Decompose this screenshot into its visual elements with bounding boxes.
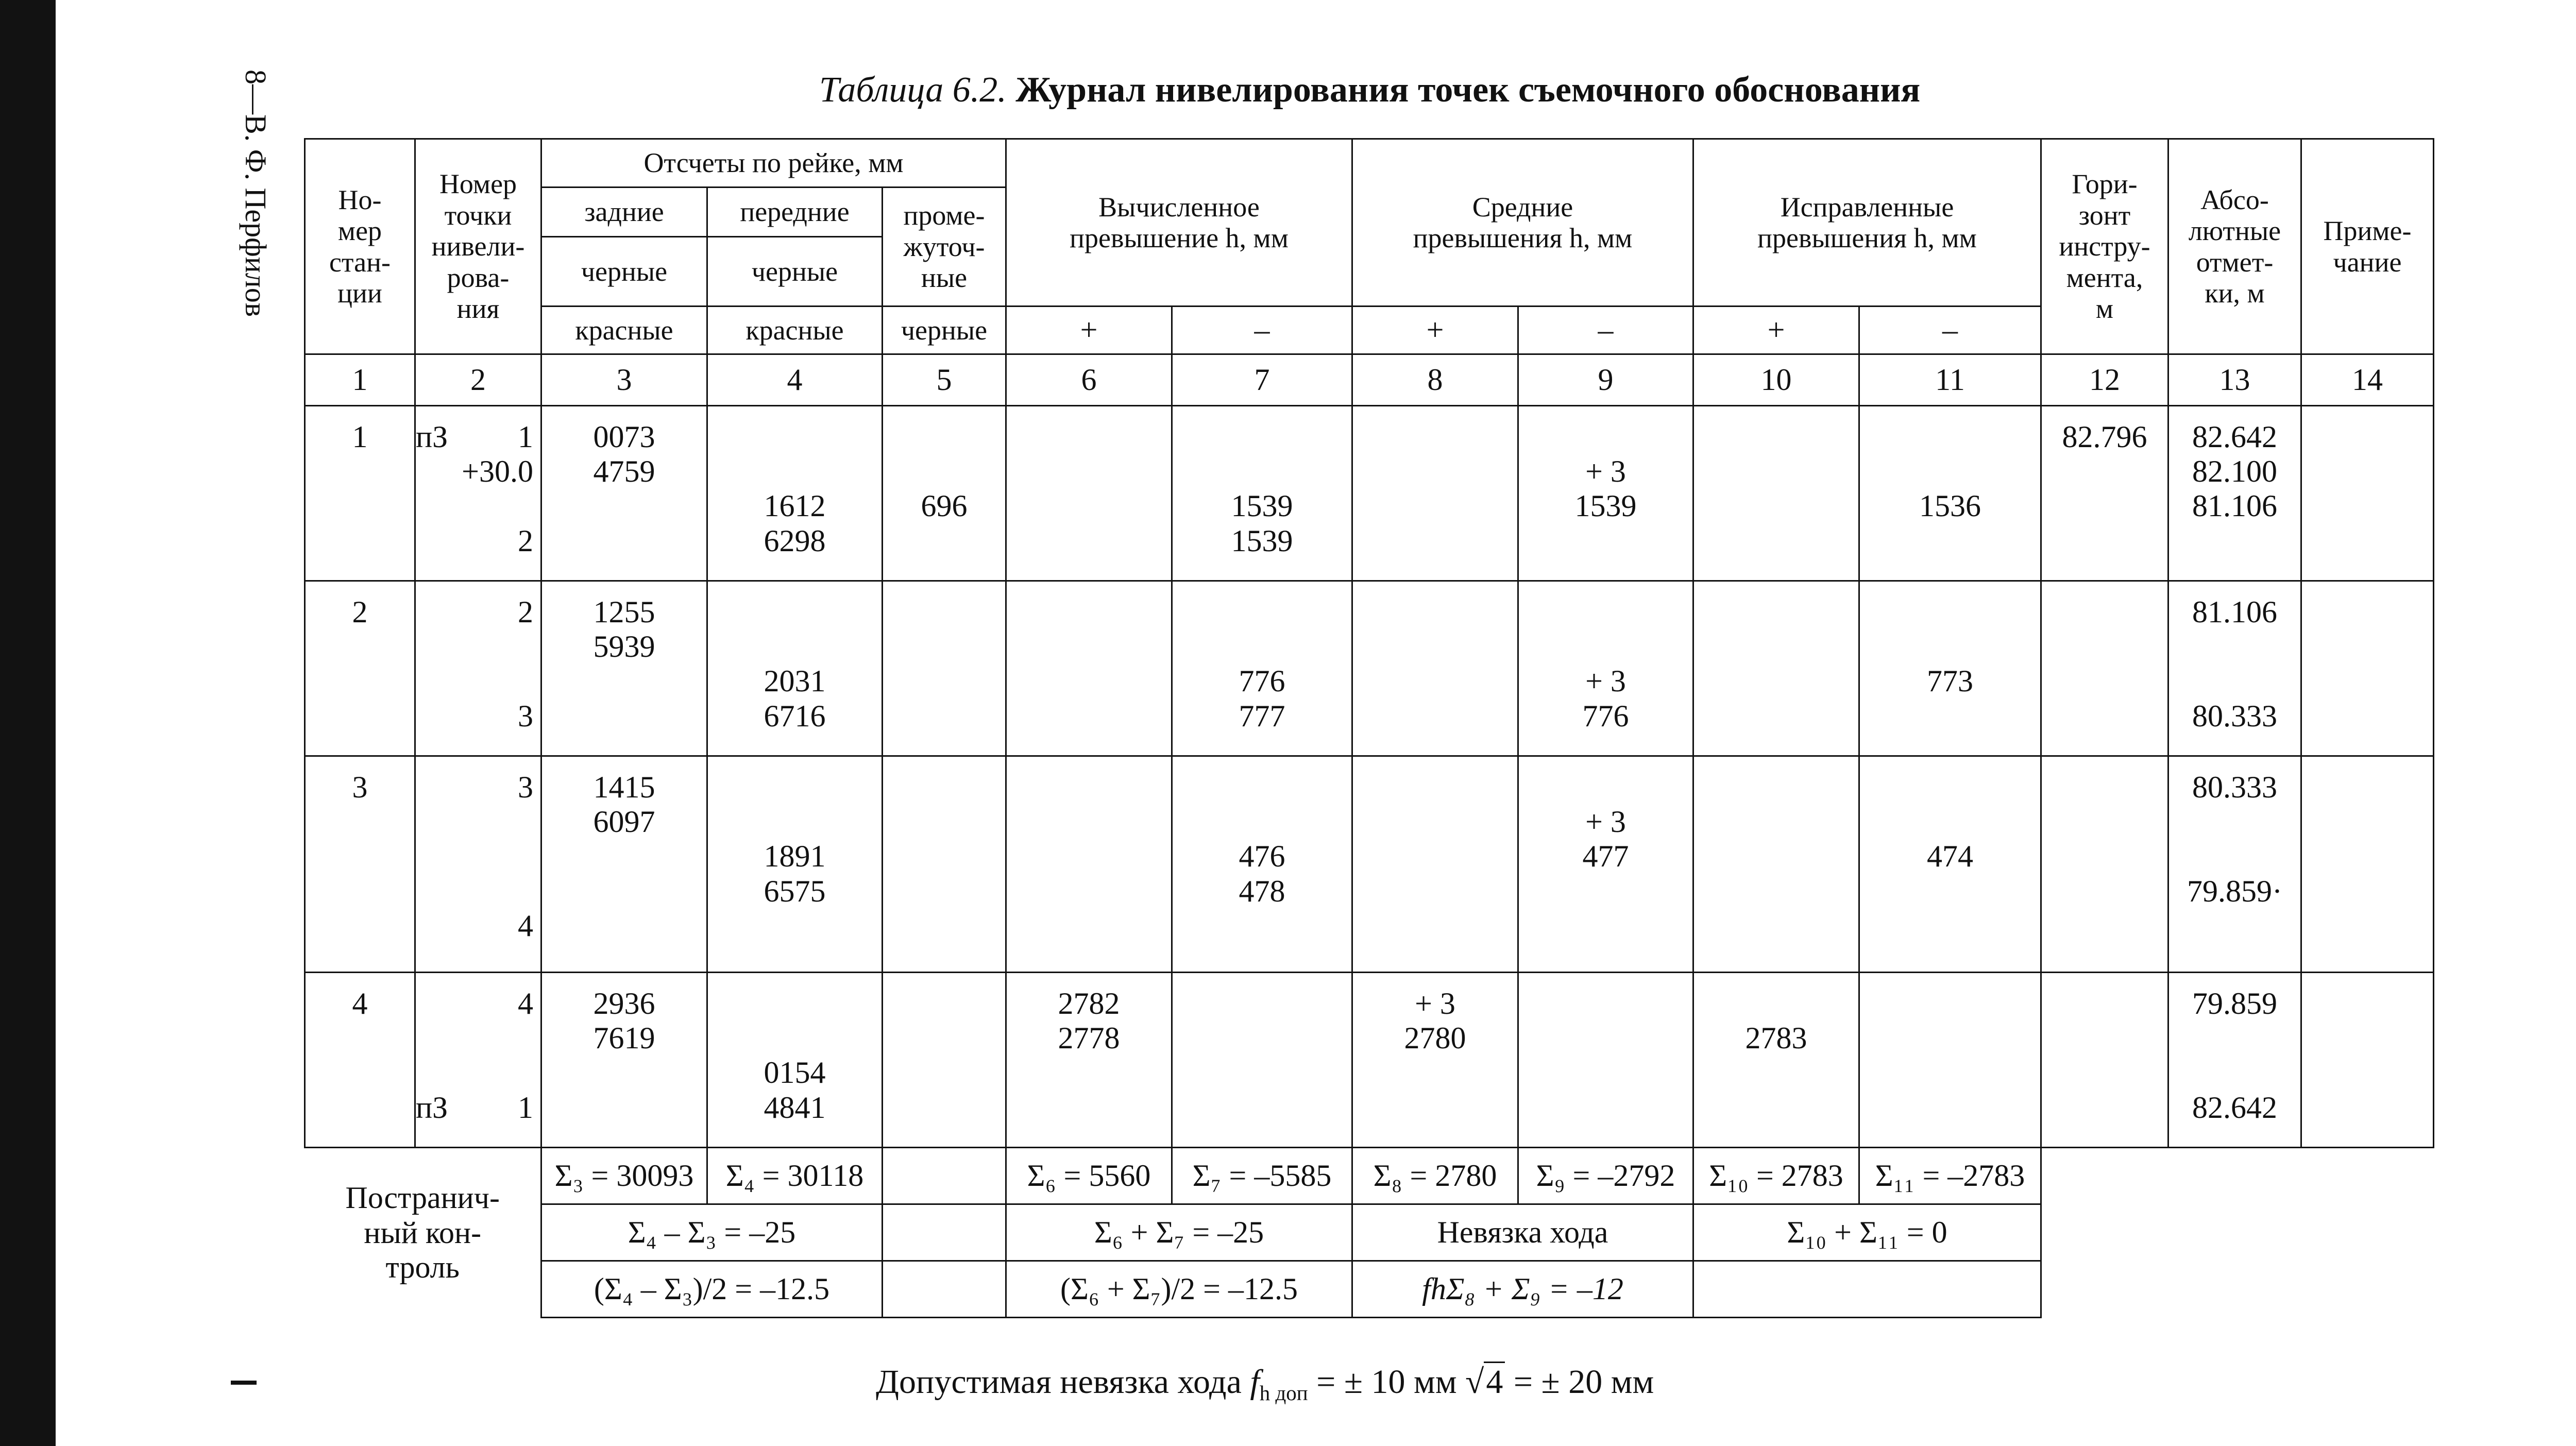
- header-back-black: черные: [541, 237, 707, 307]
- header-inter-black: черные: [883, 307, 1006, 354]
- sum-10: Σ₁₀ = 2783: [1693, 1148, 1859, 1204]
- header-front-black: черные: [707, 237, 883, 307]
- intermediate-reading: 696: [883, 406, 1006, 581]
- column-number: 11: [1859, 354, 2041, 406]
- header-computed-minus: –: [1172, 307, 1352, 354]
- header-horizon: Гори- зонт инстру- мента, м: [2041, 139, 2168, 354]
- allowable-misclosure-note: Допустимая невязка хода $f_{h доп}$ = ± 10 мм √4 = ± 20 мм: [876, 1363, 1654, 1405]
- intermediate-reading: [883, 581, 1006, 756]
- sum-7: Σ₇ = –5585: [1172, 1148, 1352, 1204]
- header-back: задние: [541, 188, 707, 237]
- control-empty: [1693, 1261, 2041, 1318]
- column-number: 4: [707, 354, 883, 406]
- computed-minus: 776 777: [1172, 581, 1352, 756]
- misclosure-formula: fhΣ₈ + Σ₉ = –12: [1352, 1261, 1693, 1318]
- instrument-horizon: [2041, 581, 2168, 756]
- computed-plus: 2782 2778: [1006, 973, 1172, 1148]
- station-number: 2: [305, 581, 415, 756]
- misclosure-label: Невязка хода: [1352, 1204, 1693, 1261]
- intermediate-reading: [883, 756, 1006, 973]
- computed-sum: Σ₆ + Σ₇ = –25: [1006, 1204, 1352, 1261]
- margin-mark: [231, 1381, 257, 1385]
- mean-plus: + 3 2780: [1352, 973, 1518, 1148]
- header-mean-plus: +: [1352, 307, 1518, 354]
- computed-plus: [1006, 756, 1172, 973]
- table-row-station-1: [305, 406, 2434, 581]
- computed-plus: [1006, 581, 1172, 756]
- corrected-plus: [1693, 581, 1859, 756]
- readings-difference: Σ₄ – Σ₃ = –25: [541, 1204, 883, 1261]
- corrected-plus: [1693, 756, 1859, 973]
- instrument-horizon: [2041, 973, 2168, 1148]
- computed-minus: 476 478: [1172, 756, 1352, 973]
- front-reading: 0154 4841: [707, 973, 883, 1148]
- back-reading: 2936 7619: [541, 973, 707, 1148]
- column-number: 9: [1518, 354, 1693, 406]
- mean-minus: + 3 1539: [1518, 406, 1693, 581]
- page-spine-text: 8—В. Ф. Перфилов: [239, 70, 273, 317]
- column-number: 10: [1693, 354, 1859, 406]
- control-empty: [883, 1148, 1006, 1204]
- column-number: 6: [1006, 354, 1172, 406]
- page-control-label: Постранич- ный кон- троль: [345, 1181, 500, 1284]
- point-cell: 3 4: [415, 756, 541, 973]
- column-number: 5: [883, 354, 1006, 406]
- front-reading: 1612 6298: [707, 406, 883, 581]
- sum-4: Σ₄ = 30118: [707, 1148, 883, 1204]
- instrument-horizon: 82.796: [2041, 406, 2168, 581]
- computed-minus: 1539 1539: [1172, 406, 1352, 581]
- corrected-plus: 2783: [1693, 973, 1859, 1148]
- front-reading: 2031 6716: [707, 581, 883, 756]
- instrument-horizon: [2041, 756, 2168, 973]
- header-computed-plus: +: [1006, 307, 1172, 354]
- column-number: 13: [2168, 354, 2301, 406]
- header-computed: Вычисленное превышение h, мм: [1006, 139, 1352, 307]
- point-cell: пЗ 1 +30.0 2: [415, 406, 541, 581]
- header-mean-minus: –: [1518, 307, 1693, 354]
- absolute-elevation: 80.333 79.859·: [2168, 756, 2301, 973]
- corrected-minus: 474: [1859, 756, 2041, 973]
- sum-3: Σ₃ = 30093: [541, 1148, 707, 1204]
- header-readings-group: Отсчеты по рейке, мм: [541, 139, 1006, 188]
- header-absolute: Абсо- лютные отмет- ки, м: [2168, 139, 2301, 354]
- front-reading: 1891 6575: [707, 756, 883, 973]
- header-intermediate: проме- жуточ- ные: [883, 188, 1006, 307]
- header-notes: Приме- чание: [2301, 139, 2434, 354]
- header-front: передние: [707, 188, 883, 237]
- station-number: 3: [305, 756, 415, 973]
- absolute-elevation: 82.642 82.100 81.106: [2168, 406, 2301, 581]
- column-number: 14: [2301, 354, 2434, 406]
- back-reading: 1255 5939: [541, 581, 707, 756]
- control-empty: [883, 1261, 1006, 1318]
- corrected-minus: [1859, 973, 2041, 1148]
- point-cell: 2 3: [415, 581, 541, 756]
- control-row-sums: [305, 1148, 2434, 1204]
- notes-cell: [2301, 973, 2434, 1148]
- header-front-red: красные: [707, 307, 883, 354]
- corrected-minus: 773: [1859, 581, 2041, 756]
- station-number: 1: [305, 406, 415, 581]
- point-cell: 4 пЗ 1: [415, 973, 541, 1148]
- computed-half-sum: (Σ₆ + Σ₇)/2 = –12.5: [1006, 1261, 1352, 1318]
- mean-minus: + 3 477: [1518, 756, 1693, 973]
- sum-11: Σ₁₁ = –2783: [1859, 1148, 2041, 1204]
- notes-cell: [2301, 406, 2434, 581]
- table-row-station-4: [305, 973, 2434, 1148]
- corrected-sum: Σ₁₀ + Σ₁₁ = 0: [1693, 1204, 2041, 1261]
- header-point: Номер точки нивели- рова- ния: [415, 139, 541, 354]
- column-number: 8: [1352, 354, 1518, 406]
- intermediate-reading: [883, 973, 1006, 1148]
- control-row-differences: [305, 1204, 2434, 1261]
- table-caption: Таблица 6.2.: [819, 70, 1007, 110]
- header-corrected-minus: –: [1859, 307, 2041, 354]
- back-reading: 1415 6097: [541, 756, 707, 973]
- column-number: 3: [541, 354, 707, 406]
- computed-plus: [1006, 406, 1172, 581]
- column-number: 2: [415, 354, 541, 406]
- control-row-halves: [305, 1261, 2434, 1318]
- mean-plus: [1352, 756, 1518, 973]
- mean-plus: [1352, 581, 1518, 756]
- mean-plus: [1352, 406, 1518, 581]
- header-corrected: Исправленные превышения h, мм: [1693, 139, 2041, 307]
- notes-cell: [2301, 756, 2434, 973]
- scan-edge-shadow: [0, 0, 56, 1446]
- station-number: 4: [305, 973, 415, 1148]
- corrected-plus: [1693, 406, 1859, 581]
- header-back-red: красные: [541, 307, 707, 354]
- table-title: [819, 70, 1920, 111]
- table-row-station-2: [305, 581, 2434, 756]
- header-mean: Средние превышения h, мм: [1352, 139, 1693, 307]
- control-empty: [883, 1204, 1006, 1261]
- table-heading: Журнал нивелирования точек съемочного обоснования: [1015, 70, 1921, 110]
- back-reading: 0073 4759: [541, 406, 707, 581]
- readings-half-difference: (Σ₄ – Σ₃)/2 = –12.5: [541, 1261, 883, 1318]
- leveling-journal-table: [304, 138, 2434, 1318]
- notes-cell: [2301, 581, 2434, 756]
- table-row-station-3: [305, 756, 2434, 973]
- absolute-elevation: 79.859 82.642: [2168, 973, 2301, 1148]
- corrected-minus: 1536: [1859, 406, 2041, 581]
- absolute-elevation: 81.106 80.333: [2168, 581, 2301, 756]
- header-station: Но- мер стан- ции: [305, 139, 415, 354]
- column-number: 7: [1172, 354, 1352, 406]
- column-number: 12: [2041, 354, 2168, 406]
- column-number: 1: [305, 354, 415, 406]
- sum-8: Σ₈ = 2780: [1352, 1148, 1518, 1204]
- header-corrected-plus: +: [1693, 307, 1859, 354]
- sum-6: Σ₆ = 5560: [1006, 1148, 1172, 1204]
- computed-minus: [1172, 973, 1352, 1148]
- mean-minus: [1518, 973, 1693, 1148]
- mean-minus: + 3 776: [1518, 581, 1693, 756]
- sum-9: Σ₉ = –2792: [1518, 1148, 1693, 1204]
